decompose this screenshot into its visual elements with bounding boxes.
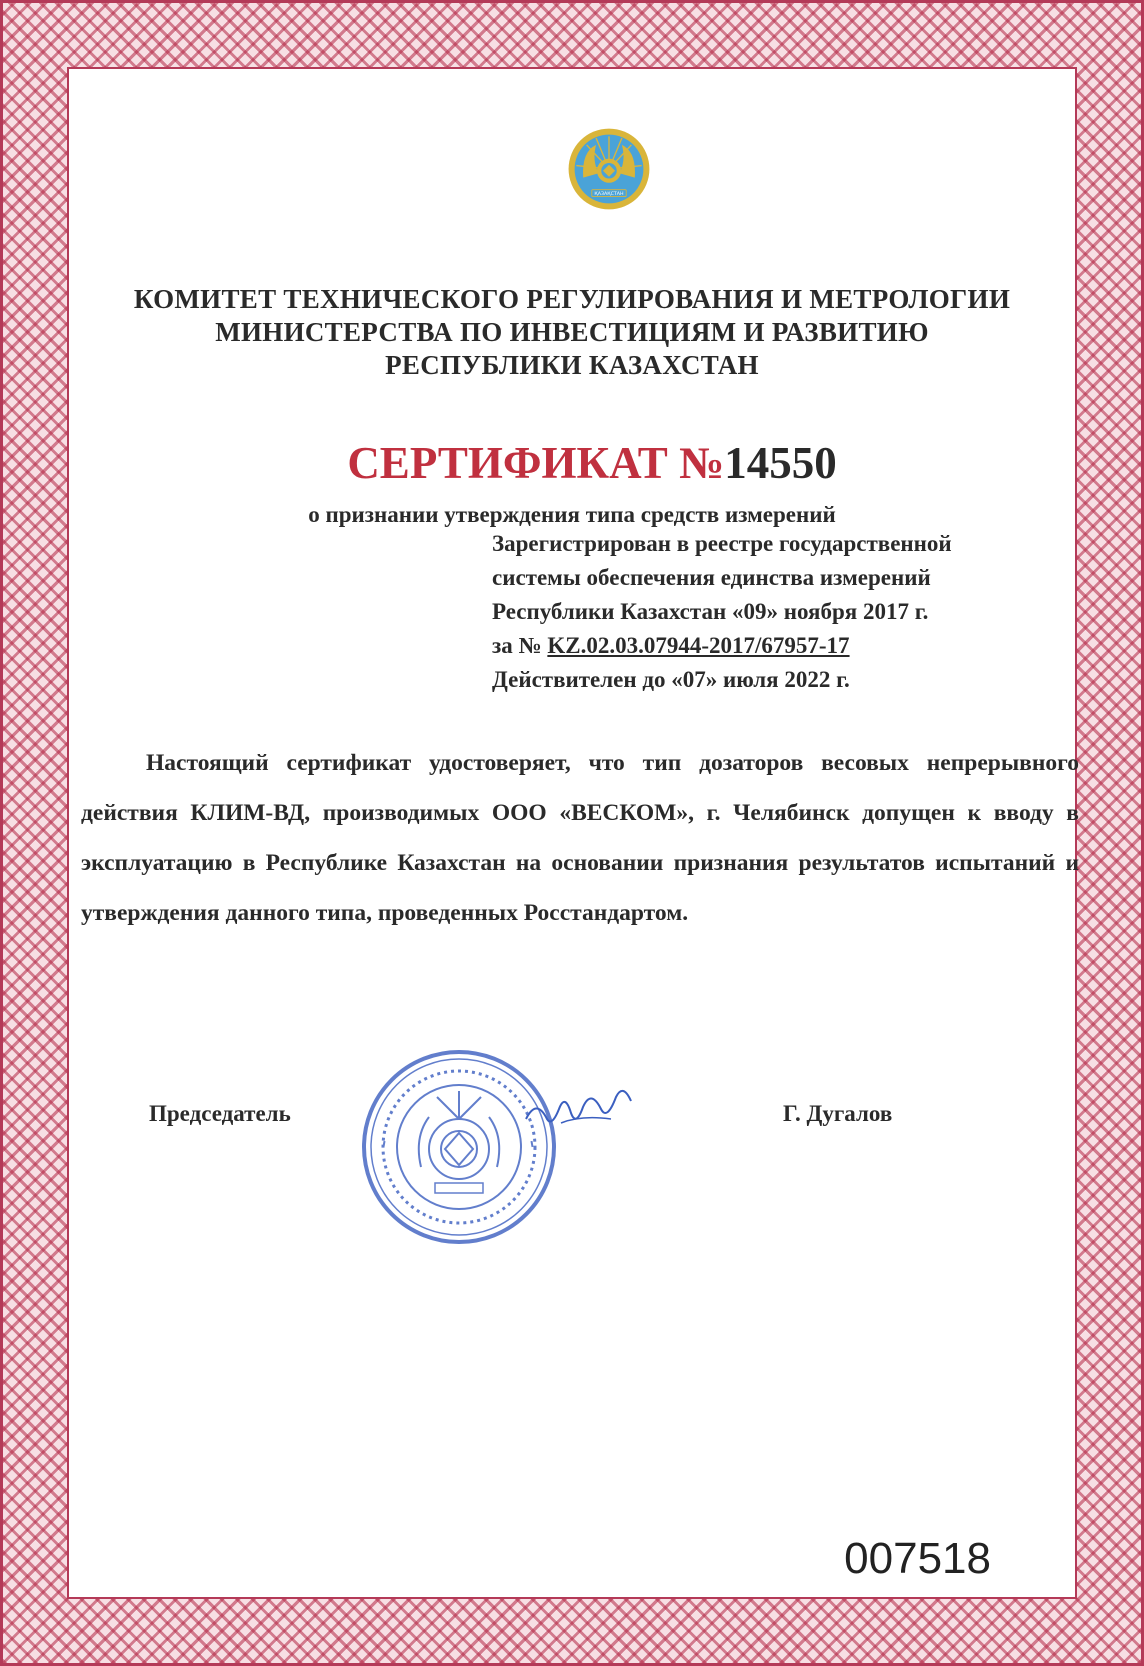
certificate-title-word: СЕРТИФИКАТ № [347,438,725,488]
certificate-inner-frame [67,67,1077,1599]
certificate-body-text: Настоящий сертификат удостоверяет, что тип дозаторов весовых непрерывного действия КЛИМ-ВД, производимых ООО «ВЕСКОМ», г. Челябинск допущен к вводу в эксплуатацию в Республике Казахстан на основании признания результатов испытаний и утверждения данного типа, проведенных Росстандартом. [81,750,1079,926]
committee-line-2: МИНИСТЕРСТВА ПО ИНВЕСТИЦИЯМ И РАЗВИТИЮ [215,317,929,347]
emblem-text: ҚАЗАҚСТАН [594,192,624,198]
registration-number: KZ.02.03.07944-2017/67957-17 [547,633,850,658]
committee-line-1: КОМИТЕТ ТЕХНИЧЕСКОГО РЕГУЛИРОВАНИЯ И МЕТРОЛОГИИ [133,284,1011,314]
committee-line-3: РЕСПУБЛИКИ КАЗАХСТАН [385,350,759,380]
chairman-position: Председатель [149,1101,291,1126]
certificate-title [69,437,1075,489]
certificate-number: 14550 [724,438,837,488]
certificate-content [69,69,1079,1597]
registry-valid-until: Действителен до «07» июля 2022 г. [492,667,850,692]
registry-line-3: Республики Казахстан «09» ноября 2017 г. [492,599,929,624]
issuing-committee-heading [69,283,1075,382]
chairman-name: Г. Дугалов [783,1101,893,1126]
registry-line-1: Зарегистрирован в реестре государственной [492,531,952,556]
certificate-subtitle: о признании утверждения типа средств измерений [308,502,836,527]
official-seal-stamp-icon [359,1047,559,1247]
registry-number-prefix: за № [492,633,548,658]
registry-block [492,527,1072,697]
registry-line-4 [492,629,1072,663]
serial-number: 007518 [844,1534,991,1583]
kazakhstan-state-emblem-icon [566,126,652,212]
handwritten-signature-icon [521,1079,641,1139]
registry-line-2: системы обеспечения единства измерений [492,565,931,590]
